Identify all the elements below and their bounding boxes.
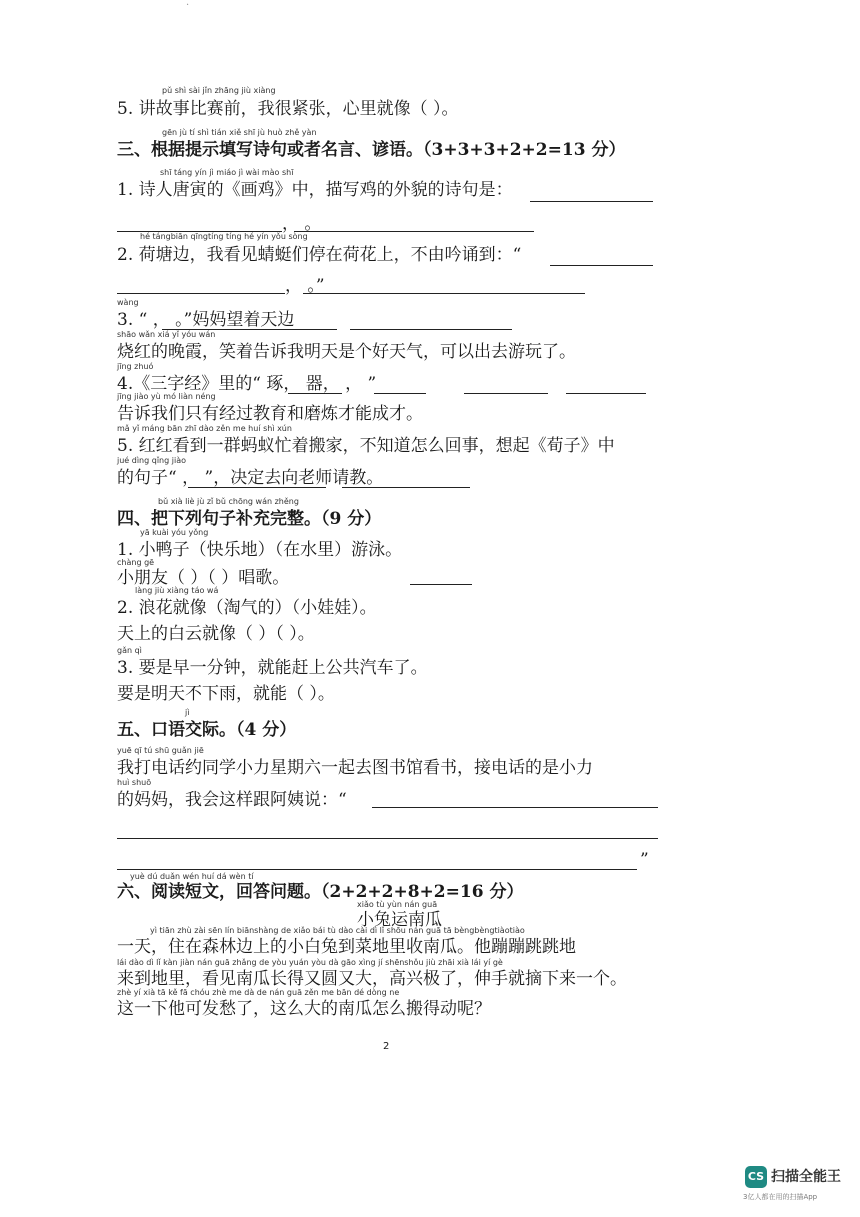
section-title: 三、根据提示填写诗句或者名言、谚语。（3+3+3+2+2=13 分） xyxy=(117,140,626,160)
question-line xyxy=(0,646,860,686)
pinyin: shāo wǎn xiá yǐ yóu wán xyxy=(117,330,216,339)
question-text: ， 。 xyxy=(282,214,322,234)
pinyin: pǔ shì sài jǐn zhāng jiù xiàng xyxy=(162,86,276,95)
question-text: 5. 红红看到一群蚂蚁忙着搬家，不知道怎么回事，想起《荀子》中 xyxy=(117,436,615,456)
question-text: 要是明天不下雨，就能（ ）。 xyxy=(117,684,335,704)
section-heading xyxy=(0,126,860,166)
question-text: 小朋友（ ）（ ）唱歌。 xyxy=(117,568,290,588)
question-line xyxy=(0,168,860,208)
paragraph-line xyxy=(0,778,860,818)
pinyin: shī táng yín jì miáo jì wài mào shī xyxy=(160,168,294,177)
question-line xyxy=(0,456,860,496)
pinyin: lái dào dì lǐ kàn jiàn nán guā zhǎng de yòu yuán yòu dà gāo xìng jí shēnshǒu jiù zhāi xià lái yí gè xyxy=(117,958,503,967)
pinyin: làng jiù xiàng táo wá xyxy=(135,586,219,595)
pinyin: yuē qī tú shū guǎn jiē xyxy=(117,746,204,755)
pinyin: yì tiān zhù zài sēn lín biānshàng de xiǎo bái tù dào cài dì lǐ shōu nán guā tā bèngbèngtiàotiào xyxy=(150,926,525,935)
section-title: 六、阅读短文，回答问题。（2+2+2+8+2=16 分） xyxy=(117,882,524,902)
question-text: 的句子“ ， ”，决定去向老师请教。 xyxy=(117,468,384,488)
question-text: 烧红的晚霞，笑着告诉我明天是个好天气，可以出去游玩了。 xyxy=(117,342,576,362)
question-line xyxy=(0,86,860,126)
answer-blank[interactable] xyxy=(117,292,285,294)
pinyin: yā kuài yóu yǒng xyxy=(140,528,209,537)
answer-blank[interactable] xyxy=(530,200,653,202)
paragraph-text: 的妈妈，我会这样跟阿姨说：“ xyxy=(117,790,347,810)
question-text: 1. 小鸭子（快乐地）（在水里）游泳。 xyxy=(117,540,403,560)
question-line xyxy=(0,232,860,272)
pinyin: jué dìng qǐng jiào xyxy=(117,456,186,465)
question-text: ， 。” xyxy=(285,276,325,296)
section-title: 五、口语交际。（4 分） xyxy=(117,720,297,740)
scanner-logo-icon: CS xyxy=(745,1166,767,1188)
question-text: 4.《三字经》里的“ 琢， 器， ， ” xyxy=(117,374,377,394)
answer-blank[interactable] xyxy=(303,292,585,294)
answer-blank[interactable] xyxy=(117,868,637,870)
question-text: 5. 讲故事比赛前，我很紧张，心里就像（ ）。 xyxy=(117,99,459,119)
question-text: 1. 诗人唐寅的《画鸡》中，描写鸡的外貌的诗句是： xyxy=(117,180,513,200)
answer-blank[interactable] xyxy=(342,486,470,488)
pinyin: huì shuō xyxy=(117,778,152,787)
pinyin: hé tángbiān qīngtíng tíng hé yín yǒu sòng xyxy=(140,232,308,241)
pinyin: yuè dú duǎn wén huí dá wèn tí xyxy=(130,872,254,881)
answer-blank[interactable] xyxy=(188,486,326,488)
pinyin: mǎ yǐ máng bān zhī dào zěn me huí shì xún xyxy=(117,424,292,433)
answer-blank[interactable] xyxy=(117,837,658,839)
question-text: 告诉我们只有经过教育和磨炼才能成才。 xyxy=(117,404,423,424)
pinyin: chàng gē xyxy=(117,558,155,567)
question-text: 2. 浪花就像（淘气的）（小娃娃）。 xyxy=(117,598,377,618)
pinyin: jì xyxy=(185,708,190,717)
pinyin: jīng zhuó xyxy=(117,362,154,371)
story-line xyxy=(0,988,860,1028)
pinyin: zhè yí xià tā kě fā chóu zhè me dà de nán guā zěn me bān dé dòng ne xyxy=(117,988,400,997)
pinyin: xiǎo tù yùn nán guā xyxy=(357,900,438,909)
story-title: 小兔运南瓜 xyxy=(357,910,442,930)
pinyin: wàng xyxy=(117,298,139,307)
section-heading xyxy=(0,708,860,748)
question-text: 3. “ ， 。”妈妈望着天边 xyxy=(117,310,295,330)
question-text: 2. 荷塘边，我看见蜻蜓们停在荷花上，不由吟诵到：“ xyxy=(117,245,522,265)
scanner-brand: 扫描全能王 xyxy=(771,1169,841,1185)
question-text: 天上的白云就像（ ）（ ）。 xyxy=(117,624,315,644)
page-number: 2 xyxy=(383,1041,390,1052)
scanner-tagline: 3亿人都在用的扫描App xyxy=(743,1193,818,1201)
answer-blank[interactable] xyxy=(550,264,653,266)
pinyin: bǔ xià liè jù zǐ bǔ chōng wán zhěng xyxy=(158,497,299,506)
pinyin: gēn jù tí shì tián xiě shī jù huò zhě yàn xyxy=(162,128,317,137)
story-text: 来到地里，看见南瓜长得又圆又大，高兴极了，伸手就摘下来一个。 xyxy=(117,969,627,989)
answer-blank[interactable] xyxy=(372,806,658,808)
section-title: 四、把下列句子补充完整。（9 分） xyxy=(117,509,382,529)
closing-quote: ” xyxy=(640,850,649,870)
story-text: 一天，住在森林边上的小白兔到菜地里收南瓜。他蹦蹦跳跳地 xyxy=(117,937,576,957)
answer-blank[interactable] xyxy=(410,583,472,585)
story-text: 这一下他可发愁了，这么大的南瓜怎么搬得动呢？ xyxy=(117,999,491,1019)
question-line xyxy=(0,586,860,626)
question-text: 3. 要是早一分钟，就能赶上公共汽车了。 xyxy=(117,658,428,678)
scan-mark: · xyxy=(186,0,190,11)
paragraph-text: 我打电话约同学小力星期六一起去图书馆看书，接电话的是小力 xyxy=(117,758,593,778)
pinyin: gǎn qì xyxy=(117,646,142,655)
pinyin: jīng jiào yù mó liàn néng xyxy=(117,392,216,401)
